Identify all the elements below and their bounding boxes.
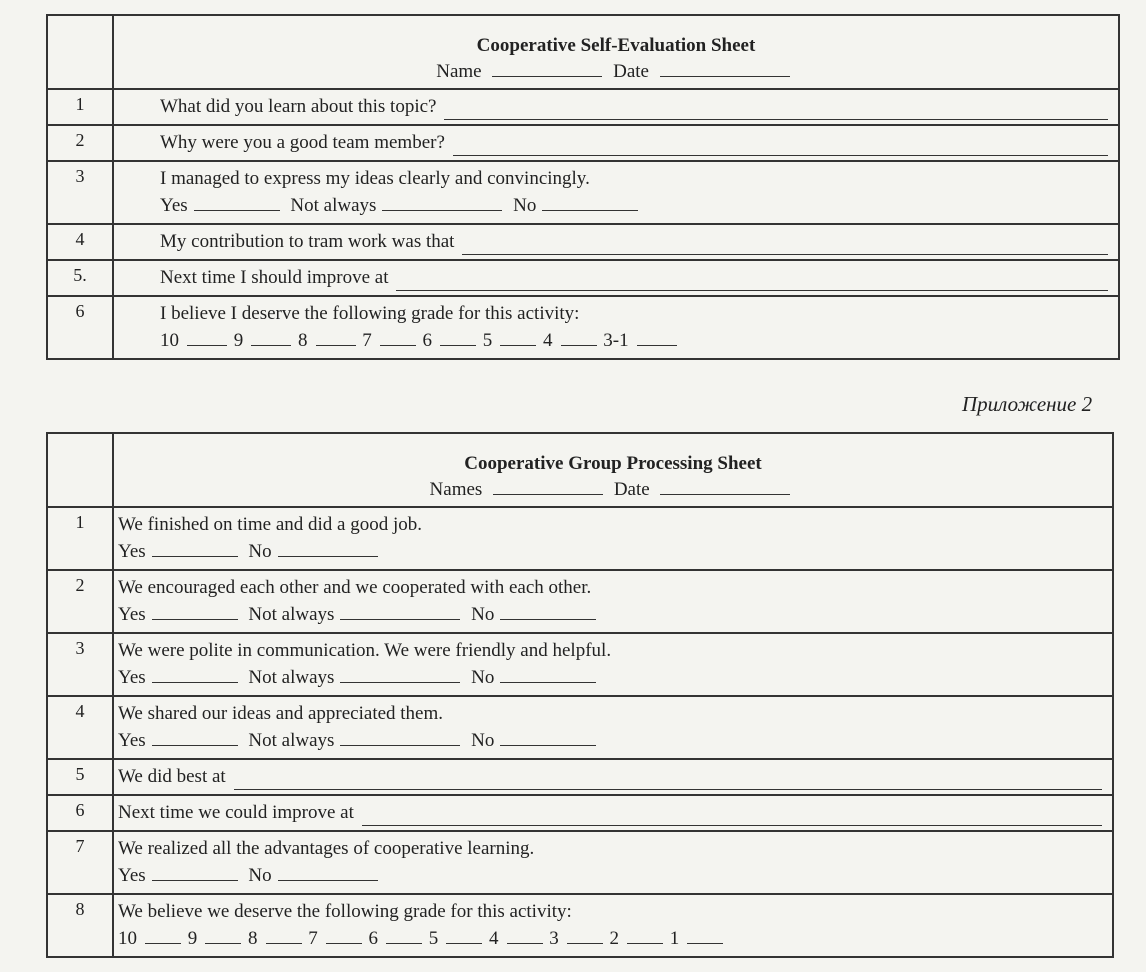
names-label: Names bbox=[429, 479, 483, 500]
name-label: Name bbox=[436, 61, 482, 82]
row-number: 3 bbox=[47, 633, 113, 696]
grade-label: 10 bbox=[118, 928, 137, 949]
statement-text: We encouraged each other and we cooperated with each other. bbox=[118, 577, 592, 598]
header-cell bbox=[113, 433, 1113, 507]
option-field[interactable] bbox=[340, 664, 460, 683]
question-text: Next time I should improve at bbox=[160, 267, 389, 288]
name-date-line bbox=[114, 476, 1112, 502]
header-number-cell bbox=[47, 15, 113, 89]
table-row bbox=[47, 296, 1119, 359]
statement-text: We believe we deserve the following grade for this activity: bbox=[118, 901, 572, 922]
row-number: 8 bbox=[47, 894, 113, 957]
answer-field[interactable] bbox=[362, 807, 1102, 826]
row-number: 2 bbox=[47, 125, 113, 161]
question-text: Why were you a good team member? bbox=[160, 132, 445, 153]
option-field[interactable] bbox=[500, 601, 596, 620]
statement-text: We shared our ideas and appreciated them. bbox=[118, 703, 444, 724]
options-line bbox=[118, 664, 1112, 691]
statement-text: We did best at bbox=[118, 766, 226, 787]
table-row bbox=[47, 696, 1113, 759]
row-number: 2 bbox=[47, 570, 113, 633]
row-number: 7 bbox=[47, 831, 113, 894]
option-label: Not always bbox=[248, 730, 335, 751]
group-processing-sheet bbox=[46, 432, 1114, 958]
options-line bbox=[118, 538, 1112, 565]
option-field[interactable] bbox=[278, 862, 378, 881]
name-field[interactable] bbox=[492, 58, 602, 77]
option-label: Not always bbox=[290, 195, 377, 216]
grade-label: 8 bbox=[248, 928, 258, 949]
option-field[interactable] bbox=[152, 601, 238, 620]
self-evaluation-sheet bbox=[46, 14, 1120, 360]
statement-text: We realized all the advantages of cooperative learning. bbox=[118, 838, 535, 859]
grade-field[interactable] bbox=[316, 327, 356, 346]
answer-field[interactable] bbox=[234, 771, 1102, 790]
option-field[interactable] bbox=[340, 727, 460, 746]
option-label: Yes bbox=[118, 541, 146, 562]
grade-label: 5 bbox=[482, 330, 493, 351]
statement-text: Next time we could improve at bbox=[118, 802, 354, 823]
grade-field[interactable] bbox=[567, 925, 603, 944]
header-number-cell bbox=[47, 433, 113, 507]
option-field[interactable] bbox=[278, 538, 378, 557]
date-label: Date bbox=[613, 479, 650, 500]
grade-line bbox=[160, 327, 1118, 354]
row-number: 5. bbox=[47, 260, 113, 296]
option-label: Yes bbox=[118, 730, 146, 751]
grade-label: 2 bbox=[609, 928, 619, 949]
grade-field[interactable] bbox=[386, 925, 422, 944]
option-label: No bbox=[471, 604, 495, 625]
grade-label: 9 bbox=[233, 330, 244, 351]
answer-field[interactable] bbox=[396, 272, 1108, 291]
table-row bbox=[47, 831, 1113, 894]
table-row bbox=[47, 795, 1113, 831]
table-row bbox=[47, 224, 1119, 260]
sheet-title: Cooperative Group Processing Sheet bbox=[464, 453, 762, 474]
option-label: Not always bbox=[248, 667, 335, 688]
grade-label: 7 bbox=[308, 928, 318, 949]
row-number: 4 bbox=[47, 224, 113, 260]
row-number: 5 bbox=[47, 759, 113, 795]
grade-field[interactable] bbox=[251, 327, 291, 346]
grade-field[interactable] bbox=[187, 327, 227, 346]
grade-label: 1 bbox=[669, 928, 680, 949]
date-label: Date bbox=[613, 61, 649, 82]
grade-field[interactable] bbox=[500, 327, 536, 346]
option-field[interactable] bbox=[500, 727, 596, 746]
grade-label: 5 bbox=[428, 928, 439, 949]
table-row bbox=[47, 570, 1113, 633]
grade-label: 4 bbox=[543, 330, 553, 351]
options-line bbox=[118, 862, 1112, 889]
option-field[interactable] bbox=[382, 192, 502, 211]
option-label: Yes bbox=[160, 195, 188, 216]
grade-field[interactable] bbox=[637, 327, 677, 346]
row-number: 6 bbox=[47, 296, 113, 359]
date-field[interactable] bbox=[660, 58, 790, 77]
option-label: No bbox=[471, 667, 495, 688]
row-number: 6 bbox=[47, 795, 113, 831]
grade-label: 8 bbox=[298, 330, 308, 351]
grade-field[interactable] bbox=[627, 925, 663, 944]
option-label: No bbox=[248, 541, 272, 562]
row-number: 3 bbox=[47, 161, 113, 224]
question-text: My contribution to tram work was that bbox=[160, 231, 455, 252]
grade-field[interactable] bbox=[440, 327, 476, 346]
sheet-title: Cooperative Self-Evaluation Sheet bbox=[476, 35, 756, 56]
option-field[interactable] bbox=[152, 538, 238, 557]
table-row bbox=[47, 260, 1119, 296]
question-text: I believe I deserve the following grade for this activity: bbox=[160, 303, 580, 324]
names-field[interactable] bbox=[493, 476, 603, 495]
appendix-label: Приложение 2 bbox=[962, 392, 1093, 416]
option-label: Yes bbox=[118, 865, 146, 886]
grade-field[interactable] bbox=[561, 327, 597, 346]
grade-label: 7 bbox=[362, 330, 372, 351]
question-text: I managed to express my ideas clearly and convincingly. bbox=[160, 168, 590, 189]
option-label: Yes bbox=[118, 604, 146, 625]
grade-field[interactable] bbox=[205, 925, 241, 944]
row-number: 4 bbox=[47, 696, 113, 759]
grade-label: 3-1 bbox=[603, 330, 629, 351]
grade-field[interactable] bbox=[507, 925, 543, 944]
table-row bbox=[47, 89, 1119, 125]
grade-label: 6 bbox=[368, 928, 378, 949]
question-text: What did you learn about this topic? bbox=[160, 96, 437, 117]
grade-field[interactable] bbox=[266, 925, 302, 944]
answer-field[interactable] bbox=[453, 137, 1108, 156]
grade-label: 9 bbox=[187, 928, 198, 949]
option-label: No bbox=[471, 730, 495, 751]
grade-field[interactable] bbox=[380, 327, 416, 346]
table-row bbox=[47, 161, 1119, 224]
options-line bbox=[118, 727, 1112, 754]
grade-label: 4 bbox=[489, 928, 499, 949]
option-label: No bbox=[513, 195, 537, 216]
grade-field[interactable] bbox=[145, 925, 181, 944]
grade-field[interactable] bbox=[446, 925, 482, 944]
statement-text: We were polite in communication. We were friendly and helpful. bbox=[118, 640, 612, 661]
table-row bbox=[47, 759, 1113, 795]
option-field[interactable] bbox=[152, 862, 238, 881]
row-number: 1 bbox=[47, 507, 113, 570]
header-cell bbox=[113, 15, 1119, 89]
table-row bbox=[47, 125, 1119, 161]
row-number: 1 bbox=[47, 89, 113, 125]
grade-field[interactable] bbox=[326, 925, 362, 944]
option-field[interactable] bbox=[194, 192, 280, 211]
option-field[interactable] bbox=[152, 727, 238, 746]
answer-field[interactable] bbox=[462, 236, 1108, 255]
option-label: No bbox=[248, 865, 272, 886]
option-field[interactable] bbox=[542, 192, 638, 211]
grade-line bbox=[118, 925, 1112, 952]
name-date-line bbox=[114, 58, 1118, 84]
option-label: Yes bbox=[118, 667, 146, 688]
grade-label: 3 bbox=[549, 928, 559, 949]
grade-label: 6 bbox=[422, 330, 432, 351]
option-field[interactable] bbox=[152, 664, 238, 683]
options-line bbox=[118, 601, 1112, 628]
option-field[interactable] bbox=[500, 664, 596, 683]
statement-text: We finished on time and did a good job. bbox=[118, 514, 422, 535]
option-label: Not always bbox=[248, 604, 335, 625]
option-field[interactable] bbox=[340, 601, 460, 620]
table-row bbox=[47, 507, 1113, 570]
grade-label: 10 bbox=[160, 330, 179, 351]
date-field[interactable] bbox=[660, 476, 790, 495]
table-row bbox=[47, 633, 1113, 696]
answer-field[interactable] bbox=[444, 101, 1108, 120]
options-line bbox=[160, 192, 1118, 219]
grade-field[interactable] bbox=[687, 925, 723, 944]
table-row bbox=[47, 894, 1113, 957]
